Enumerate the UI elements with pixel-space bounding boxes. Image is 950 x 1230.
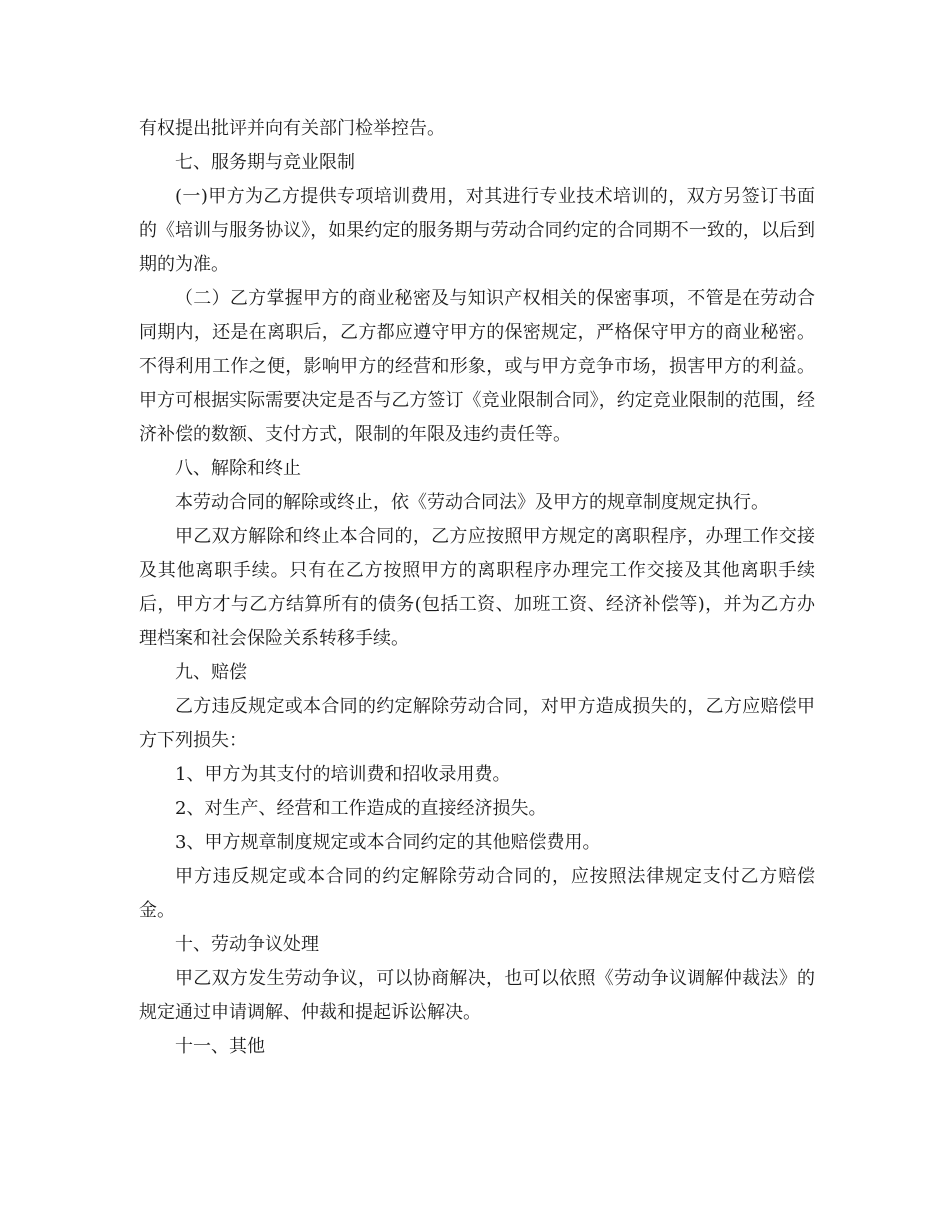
paragraph-training-agreement: (一)甲方为乙方提供专项培训费用，对其进行专业技术培训的，双方另签订书面的《培训与服务协议》，如果约定的服务期与劳动合同约定的合同期不一致的，以后到期的为准。 — [139, 186, 815, 275]
paragraph-dispute-resolution: 甲乙双方发生劳动争议，可以协商解决，也可以依照《劳动争议调解仲裁法》的规定通过申请调解、仲裁和提起诉讼解决。 — [139, 968, 815, 1023]
paragraph-resignation-procedure: 甲乙双方解除和终止本合同的，乙方应按照甲方规定的离职程序，办理工作交接及其他离职手续。只有在乙方按照甲方的离职程序办理完工作交接及其他离职手续后，甲方才与乙方结算所有的债务(包括工资、加班工资、经济补偿等)，并为乙方办理档案和社会保险关系转移手续。 — [139, 526, 815, 649]
paragraph-continuation: 有权提出批评并向有关部门检举控告。 — [139, 118, 445, 139]
section-heading-other: 十一、其他 — [175, 1036, 265, 1057]
paragraph-compensation-intro: 乙方违反规定或本合同的约定解除劳动合同，对甲方造成损失的，乙方应赔偿甲方下列损失： — [139, 696, 815, 751]
section-heading-compensation: 九、赔偿 — [175, 662, 247, 683]
paragraph-termination-basis: 本劳动合同的解除或终止，依《劳动合同法》及甲方的规章制度规定执行。 — [175, 492, 769, 513]
list-item-other-fees: 3、甲方规章制度规定或本合同约定的其他赔偿费用。 — [175, 832, 601, 853]
section-heading-termination: 八、解除和终止 — [175, 458, 301, 479]
paragraph-confidentiality: （二）乙方掌握甲方的商业秘密及与知识产权相关的保密事项，不管是在劳动合同期内，还是在离职后，乙方都应遵守甲方的保密规定，严格保守甲方的商业秘密。不得利用工作之便，影响甲方的经营和形象，或与甲方竞争市场，损害甲方的利益。甲方可根据实际需要决定是否与乙方签订《竞业限制合同》，约定竞业限制的范围，经济补偿的数额、支付方式，限制的年限及违约责任等。 — [139, 288, 815, 445]
paragraph-employer-compensation: 甲方违反规定或本合同的约定解除劳动合同的，应按照法律规定支付乙方赔偿金。 — [139, 866, 815, 921]
document-body — [139, 112, 815, 1064]
section-heading-dispute: 十、劳动争议处理 — [175, 934, 319, 955]
list-item-training-fee: 1、甲方为其支付的培训费和招收录用费。 — [175, 764, 511, 785]
list-item-direct-loss: 2、对生产、经营和工作造成的直接经济损失。 — [175, 798, 547, 819]
section-heading-service-period: 七、服务期与竞业限制 — [175, 152, 355, 173]
